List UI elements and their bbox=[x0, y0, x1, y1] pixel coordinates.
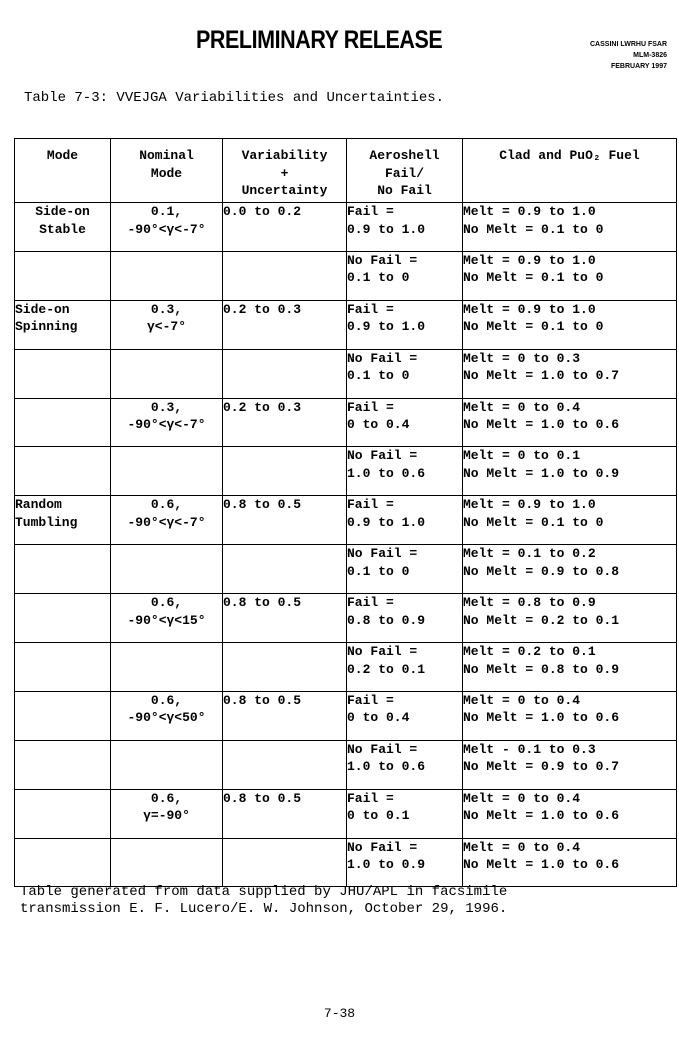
aeroshell-cell bbox=[347, 447, 463, 496]
aeroshell-cell bbox=[347, 496, 463, 545]
cell-line: 0.2 to 0.1 bbox=[347, 661, 426, 677]
table-header-row bbox=[15, 139, 677, 203]
cell-line: No Melt = 0.1 to 0 bbox=[463, 270, 604, 286]
variability-cell bbox=[223, 203, 347, 252]
clad-fuel-cell bbox=[463, 740, 677, 789]
cell-line: 1.0 to 0.6 bbox=[347, 465, 426, 481]
cell-line: 0 to 0.1 bbox=[347, 808, 410, 824]
variability-cell bbox=[223, 545, 347, 594]
cell-line: Melt = 0 to 0.4 bbox=[463, 692, 581, 708]
cell-line: 0.2 to 0.3 bbox=[223, 301, 302, 317]
mode-cell bbox=[15, 349, 111, 398]
cell-line: 0.1, bbox=[150, 204, 183, 219]
cell-line: Side-on bbox=[15, 301, 70, 317]
mode-cell bbox=[15, 300, 111, 349]
cell-line: 0.8 to 0.9 bbox=[347, 612, 426, 628]
nominal-mode-cell bbox=[111, 496, 223, 545]
header-nominal-mode bbox=[111, 139, 223, 203]
variability-cell bbox=[223, 300, 347, 349]
note-line: transmission E. F. Lucero/E. W. Johnson, October 29, 1996. bbox=[20, 901, 508, 917]
variability-cell bbox=[223, 740, 347, 789]
mode-cell bbox=[15, 789, 111, 838]
variability-cell bbox=[223, 398, 347, 447]
variability-cell bbox=[223, 838, 347, 887]
clad-fuel-cell bbox=[463, 203, 677, 252]
cell-line: No Melt = 0.1 to 0 bbox=[463, 319, 604, 335]
header-line: + bbox=[280, 165, 289, 181]
mode-cell bbox=[15, 545, 111, 594]
cell-line: Melt = 0.9 to 1.0 bbox=[463, 497, 596, 513]
cell-line: 0 to 0.4 bbox=[347, 417, 410, 433]
note-line: Table generated from data supplied by JHU/APL in facsimile bbox=[20, 884, 508, 900]
cell-line: 0.2 to 0.3 bbox=[223, 399, 302, 415]
cell-line: Random bbox=[15, 497, 62, 513]
cell-line: 0.1 to 0 bbox=[347, 563, 410, 579]
clad-fuel-cell bbox=[463, 545, 677, 594]
cell-line: No Fail = bbox=[347, 644, 418, 660]
header-line: Fail/ bbox=[384, 165, 424, 181]
aeroshell-cell bbox=[347, 789, 463, 838]
cell-line: Stable bbox=[39, 221, 86, 237]
cell-line: γ<-7° bbox=[146, 319, 186, 335]
table-row bbox=[15, 838, 677, 887]
doc-id-line: CASSINI LWRHU FSAR bbox=[590, 41, 667, 48]
table-row bbox=[15, 398, 677, 447]
mode-cell bbox=[15, 496, 111, 545]
clad-fuel-cell bbox=[463, 398, 677, 447]
cell-line: Melt = 0 to 0.4 bbox=[463, 790, 581, 806]
cell-line: Melt = 0 to 0.4 bbox=[463, 839, 581, 855]
clad-fuel-cell bbox=[463, 643, 677, 692]
cell-line: Fail = bbox=[347, 399, 394, 415]
cell-line: 0.9 to 1.0 bbox=[347, 221, 426, 237]
cell-line: Melt = 0.9 to 1.0 bbox=[463, 301, 596, 317]
aeroshell-cell bbox=[347, 545, 463, 594]
cell-line: Melt = 0.9 to 1.0 bbox=[463, 252, 596, 268]
aeroshell-cell bbox=[347, 398, 463, 447]
variability-cell bbox=[223, 594, 347, 643]
cell-line: No Melt = 0.2 to 0.1 bbox=[463, 612, 620, 628]
nominal-mode-cell bbox=[111, 349, 223, 398]
cell-line: 0.6, bbox=[150, 497, 183, 513]
cell-line: Melt = 0 to 0.1 bbox=[463, 448, 581, 464]
mode-cell bbox=[15, 740, 111, 789]
table-source-note bbox=[20, 884, 507, 918]
aeroshell-cell bbox=[347, 740, 463, 789]
cell-line: No Melt = 0.1 to 0 bbox=[463, 221, 604, 237]
variability-cell bbox=[223, 349, 347, 398]
table-row bbox=[15, 740, 677, 789]
doc-id-line: FEBRUARY 1997 bbox=[610, 63, 667, 70]
doc-id-line: MLM-3826 bbox=[633, 52, 667, 59]
nominal-mode-cell bbox=[111, 251, 223, 300]
cell-line: 0.8 to 0.5 bbox=[223, 790, 302, 806]
table-row bbox=[15, 203, 677, 252]
nominal-mode-cell bbox=[111, 447, 223, 496]
mode-cell bbox=[15, 251, 111, 300]
clad-fuel-cell bbox=[463, 251, 677, 300]
cell-line: Spinning bbox=[15, 319, 78, 335]
cell-line: 0.9 to 1.0 bbox=[347, 319, 426, 335]
mode-cell bbox=[15, 203, 111, 252]
mode-cell bbox=[15, 594, 111, 643]
cell-line: Fail = bbox=[347, 595, 394, 611]
aeroshell-cell bbox=[347, 691, 463, 740]
cell-line: Fail = bbox=[347, 790, 394, 806]
cell-line: 0.1 to 0 bbox=[347, 270, 410, 286]
cell-line: No Melt = 1.0 to 0.6 bbox=[463, 808, 620, 824]
cell-line: 0.6, bbox=[150, 595, 183, 611]
cell-line: Melt = 0.1 to 0.2 bbox=[463, 546, 596, 562]
cell-line: -90°<γ<15° bbox=[127, 612, 206, 628]
cell-line: 0.6, bbox=[150, 790, 183, 806]
mode-cell bbox=[15, 691, 111, 740]
cell-line: Tumbling bbox=[15, 514, 78, 530]
cell-line: 0.3, bbox=[150, 399, 183, 415]
cell-line: No Fail = bbox=[347, 839, 418, 855]
cell-line: No Fail = bbox=[347, 252, 418, 268]
cell-line: 0.8 to 0.5 bbox=[223, 692, 302, 708]
clad-fuel-cell bbox=[463, 789, 677, 838]
cell-line: No Melt = 0.9 to 0.7 bbox=[463, 759, 620, 775]
header-line: Mode bbox=[46, 148, 79, 163]
cell-line: 0.1 to 0 bbox=[347, 368, 410, 384]
cell-line: Melt = 0 to 0.3 bbox=[463, 350, 581, 366]
cell-line: -90°<γ<-7° bbox=[127, 221, 206, 237]
clad-fuel-cell bbox=[463, 496, 677, 545]
variability-cell bbox=[223, 447, 347, 496]
variability-cell bbox=[223, 691, 347, 740]
nominal-mode-cell bbox=[111, 838, 223, 887]
cell-line: No Melt = 0.1 to 0 bbox=[463, 514, 604, 530]
table-row bbox=[15, 300, 677, 349]
table-row bbox=[15, 496, 677, 545]
header-line: Uncertainty bbox=[241, 183, 328, 198]
mode-cell bbox=[15, 643, 111, 692]
aeroshell-cell bbox=[347, 838, 463, 887]
cell-line: No Melt = 1.0 to 0.6 bbox=[463, 857, 620, 873]
cell-line: γ=-90° bbox=[143, 808, 190, 824]
cell-line: No Melt = 1.0 to 0.6 bbox=[463, 417, 620, 433]
table-row bbox=[15, 447, 677, 496]
preliminary-release-heading: PRELIMINARY RELEASE bbox=[196, 26, 443, 54]
nominal-mode-cell bbox=[111, 740, 223, 789]
header-line: Clad and PuO₂ Fuel bbox=[499, 148, 640, 163]
cell-line: 1.0 to 0.6 bbox=[347, 759, 426, 775]
clad-fuel-cell bbox=[463, 300, 677, 349]
clad-fuel-cell bbox=[463, 691, 677, 740]
cell-line: Melt = 0.8 to 0.9 bbox=[463, 595, 596, 611]
aeroshell-cell bbox=[347, 349, 463, 398]
cell-line: No Melt = 1.0 to 0.7 bbox=[463, 368, 620, 384]
cell-line: Melt = 0 to 0.4 bbox=[463, 399, 581, 415]
cell-line: -90°<γ<-7° bbox=[127, 514, 206, 530]
table-body bbox=[15, 203, 677, 887]
table-row bbox=[15, 789, 677, 838]
clad-fuel-cell bbox=[463, 838, 677, 887]
header-aeroshell bbox=[347, 139, 463, 203]
table-row bbox=[15, 349, 677, 398]
cell-line: 1.0 to 0.9 bbox=[347, 857, 426, 873]
cell-line: Fail = bbox=[347, 301, 394, 317]
header-line: No Fail bbox=[377, 183, 432, 198]
cell-line: 0 to 0.4 bbox=[347, 710, 410, 726]
aeroshell-cell bbox=[347, 203, 463, 252]
cell-line: No Melt = 1.0 to 0.6 bbox=[463, 710, 620, 726]
nominal-mode-cell bbox=[111, 203, 223, 252]
cell-line: Melt = 0.9 to 1.0 bbox=[463, 204, 596, 219]
cell-line: 0.6, bbox=[150, 692, 183, 708]
nominal-mode-cell bbox=[111, 594, 223, 643]
nominal-mode-cell bbox=[111, 643, 223, 692]
cell-line: No Melt = 1.0 to 0.9 bbox=[463, 465, 620, 481]
cell-line: Fail = bbox=[347, 204, 394, 219]
cell-line: Fail = bbox=[347, 497, 394, 513]
mode-cell bbox=[15, 447, 111, 496]
aeroshell-cell bbox=[347, 643, 463, 692]
cell-line: No Fail = bbox=[347, 448, 418, 464]
cell-line: Melt = 0.2 to 0.1 bbox=[463, 644, 596, 660]
cell-line: No Fail = bbox=[347, 350, 418, 366]
cell-line: Melt - 0.1 to 0.3 bbox=[463, 741, 596, 757]
cell-line: Fail = bbox=[347, 692, 394, 708]
nominal-mode-cell bbox=[111, 300, 223, 349]
clad-fuel-cell bbox=[463, 447, 677, 496]
nominal-mode-cell bbox=[111, 789, 223, 838]
aeroshell-cell bbox=[347, 300, 463, 349]
cell-line: No Fail = bbox=[347, 741, 418, 757]
header-mode bbox=[15, 139, 111, 203]
nominal-mode-cell bbox=[111, 691, 223, 740]
variability-cell bbox=[223, 496, 347, 545]
cell-line: -90°<γ<50° bbox=[127, 710, 206, 726]
cell-line: 0.8 to 0.5 bbox=[223, 497, 302, 513]
cell-line: No Melt = 0.8 to 0.9 bbox=[463, 661, 620, 677]
cell-line: -90°<γ<-7° bbox=[127, 417, 206, 433]
header-line: Mode bbox=[150, 165, 183, 181]
table-caption: Table 7-3: VVEJGA Variabilities and Uncertainties. bbox=[24, 90, 445, 106]
variability-cell bbox=[223, 643, 347, 692]
clad-fuel-cell bbox=[463, 594, 677, 643]
header-clad-fuel bbox=[463, 139, 677, 203]
header-line: Aeroshell bbox=[369, 148, 440, 163]
mode-cell bbox=[15, 838, 111, 887]
table-row bbox=[15, 691, 677, 740]
clad-fuel-cell bbox=[463, 349, 677, 398]
cell-line: 0.0 to 0.2 bbox=[223, 204, 302, 219]
aeroshell-cell bbox=[347, 251, 463, 300]
header-variability bbox=[223, 139, 347, 203]
variability-table bbox=[14, 138, 677, 887]
header-line: Variability bbox=[241, 148, 328, 163]
page-number: 7-38 bbox=[323, 1006, 356, 1021]
table-row bbox=[15, 251, 677, 300]
nominal-mode-cell bbox=[111, 545, 223, 594]
cell-line: 0.8 to 0.5 bbox=[223, 595, 302, 611]
cell-line: Side-on bbox=[35, 204, 90, 219]
mode-cell bbox=[15, 398, 111, 447]
nominal-mode-cell bbox=[111, 398, 223, 447]
aeroshell-cell bbox=[347, 594, 463, 643]
table-row bbox=[15, 545, 677, 594]
cell-line: 0.9 to 1.0 bbox=[347, 514, 426, 530]
document-identifier bbox=[590, 39, 667, 72]
table-row bbox=[15, 594, 677, 643]
table-row bbox=[15, 643, 677, 692]
header-line: Nominal bbox=[139, 148, 194, 163]
cell-line: 0.3, bbox=[150, 301, 183, 317]
cell-line: No Melt = 0.9 to 0.8 bbox=[463, 563, 620, 579]
variability-cell bbox=[223, 251, 347, 300]
cell-line: No Fail = bbox=[347, 546, 418, 562]
variability-cell bbox=[223, 789, 347, 838]
